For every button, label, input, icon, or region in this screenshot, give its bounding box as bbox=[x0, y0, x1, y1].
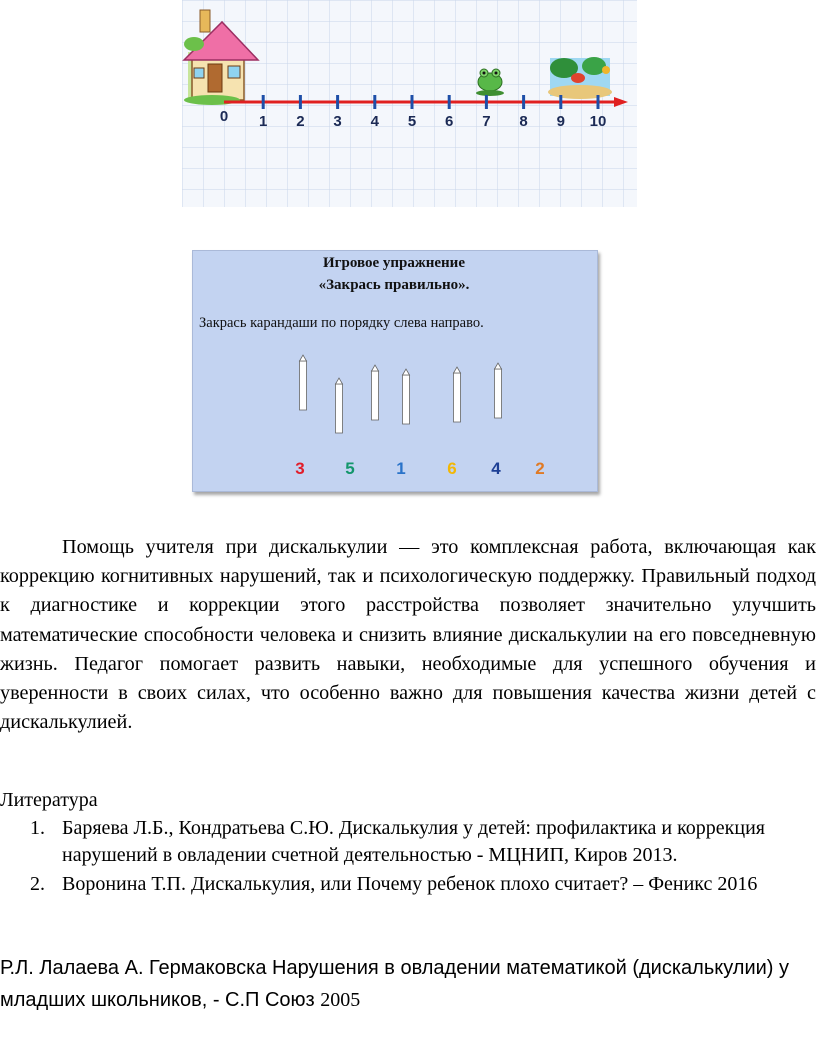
reference-text: Баряева Л.Б., Кондратьева С.Ю. Дискалькулия у детей: профилактика и коррекция нарушений в овладении счетной деятельностью - МЦНИП, Киров 2013. bbox=[62, 817, 765, 866]
pencil-number: 5 bbox=[345, 459, 355, 478]
island-icon bbox=[548, 57, 612, 99]
pencil-number: 4 bbox=[491, 459, 501, 478]
reference-number: 1. bbox=[30, 817, 45, 839]
extra-reference bbox=[0, 952, 816, 1016]
card-instruction: Закрась карандаши по порядку слева направо. bbox=[199, 315, 484, 331]
extra-reference-text: Р.Л. Лалаева А. Гермаковска Нарушения в овладении математикой (дискалькулии) у младших школьников, - С.П Союз bbox=[0, 957, 790, 1011]
number-line-figure bbox=[182, 0, 637, 207]
pencil-number: 1 bbox=[396, 459, 406, 478]
frog-icon bbox=[476, 69, 504, 96]
pencils-group bbox=[300, 355, 502, 433]
card-title-line1: Игровое упражнение bbox=[323, 255, 465, 271]
number-line-label: 3 bbox=[333, 113, 342, 130]
number-line-label: 8 bbox=[519, 113, 528, 130]
game-exercise-card bbox=[192, 250, 598, 494]
number-line-label: 4 bbox=[370, 113, 379, 130]
number-line-label: 10 bbox=[589, 113, 607, 130]
pencil-number: 3 bbox=[295, 459, 305, 478]
pencil-numbers bbox=[295, 459, 544, 478]
number-line-label: 7 bbox=[482, 113, 491, 130]
pencil-shape bbox=[336, 378, 343, 433]
pencil-shape bbox=[372, 365, 379, 420]
number-line-label: 6 bbox=[445, 113, 454, 130]
reference-item bbox=[0, 815, 816, 868]
pencil-shape bbox=[454, 367, 461, 422]
main-paragraph: Помощь учителя при дискалькулии — это комплексная работа, включающая как коррекцию когнитивных нарушений, так и психологическую поддержку. Правильный подход к диагностике и коррекции этого расстройства позволяет значительно улучшить математические способности человека и снизить влияние дискалькулии на его повседневную жизнь. Педагог помогает развить навыки, необходимые для успешного обучения и уверенности в своих силах, что особенно важно для повышения качества жизни детей с дискалькулией. bbox=[0, 536, 816, 734]
extra-reference-year: 2005 bbox=[320, 989, 361, 1011]
number-line-label: 1 bbox=[259, 113, 268, 130]
number-line-label: 0 bbox=[219, 108, 229, 125]
pencil-shape bbox=[495, 363, 502, 418]
pencil-shape bbox=[300, 355, 307, 410]
pencil-number: 6 bbox=[447, 459, 457, 478]
reference-list bbox=[0, 815, 816, 898]
number-line-canvas bbox=[182, 0, 637, 207]
number-line-label: 2 bbox=[296, 113, 305, 130]
reference-number: 2. bbox=[30, 873, 45, 895]
reference-text: Воронина Т.П. Дискалькулия, или Почему ребенок плохо считает? – Феникс 2016 bbox=[62, 873, 758, 895]
card-title-line2: «Закрась правильно». bbox=[318, 277, 470, 293]
literature-heading: Литература bbox=[0, 789, 98, 811]
pencil-number: 2 bbox=[535, 459, 545, 478]
pencil-shape bbox=[403, 369, 410, 424]
number-line-label: 9 bbox=[556, 113, 565, 130]
reference-item bbox=[0, 871, 816, 898]
number-line-label: 5 bbox=[407, 113, 417, 130]
